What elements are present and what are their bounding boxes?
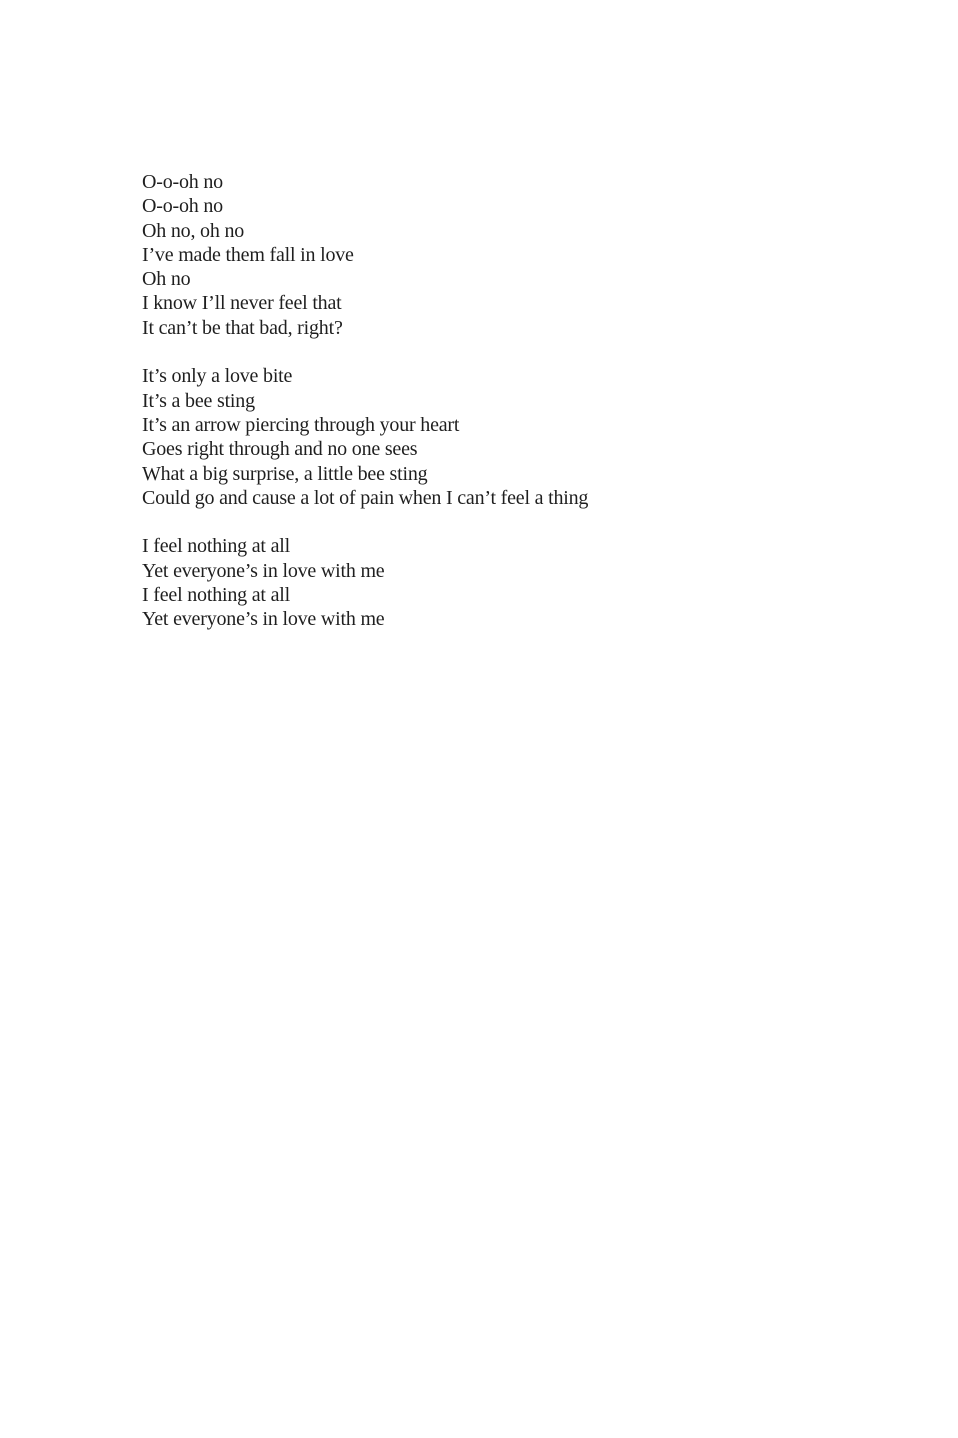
lyric-line: I know I’ll never feel that xyxy=(142,292,342,315)
lyric-line: Could go and cause a lot of pain when I can’t feel a thing xyxy=(142,486,589,509)
lyric-line: I feel nothing at all xyxy=(142,584,290,607)
lyric-line: Oh no xyxy=(142,268,191,291)
lyric-line: O-o-oh no xyxy=(142,195,223,218)
lyrics-body xyxy=(142,170,902,656)
stanza-1 xyxy=(142,170,902,340)
lyric-line: Yet everyone’s in love with me xyxy=(142,608,385,631)
lyric-line: I’ve made them fall in love xyxy=(142,243,354,266)
lyric-line: It can’t be that bad, right? xyxy=(142,316,343,339)
lyric-line: Oh no, oh no xyxy=(142,219,245,242)
lyric-line: It’s an arrow piercing through your heart xyxy=(142,413,460,436)
lyric-line: It’s a bee sting xyxy=(142,389,255,412)
stanza-2 xyxy=(142,364,902,510)
lyric-line: I feel nothing at all xyxy=(142,535,290,558)
lyric-line: O-o-oh no xyxy=(142,171,223,193)
lyric-line: What a big surprise, a little bee sting xyxy=(142,462,428,485)
lyric-line: It’s only a love bite xyxy=(142,365,293,388)
lyric-line: Goes right through and no one sees xyxy=(142,438,418,461)
lyric-line: Yet everyone’s in love with me xyxy=(142,559,385,582)
stanza-3 xyxy=(142,534,902,631)
